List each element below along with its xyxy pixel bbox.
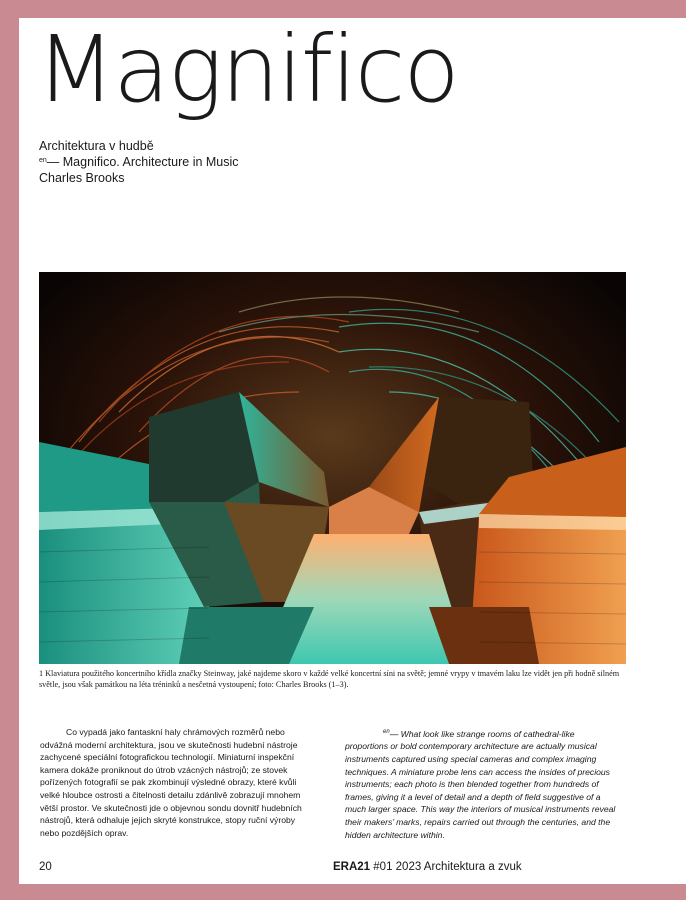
body-text-english [345,726,617,841]
piano-interior-photo [39,272,626,664]
body-text-english-content: — What look like strange rooms of cathedral-like proportions or bold contemporary architecture are actually musical instruments captured using special cameras and complex imaging techniques. A miniature probe lens can access the insides of precious instruments; each photo is then blended together from hundreds of frames, giving it a level of detail and a depth of field suggestive of a much larger space. This way the interiors of musical instruments reveal their makers’ marks, repairs carried out through the centuries, and the hidden architecture within. [345,728,616,840]
figure-caption: 1 Klaviatura použitého koncertního křídla značky Steinway, jaké najdeme skoro v každé velké koncertní síni na světě; jemné vrypy v tmavém laku lze vidět jen při hodně silném světle, jsou však památkou na léta tréninků a nesčetná vystoupení; foto: Charles Brooks (1–3). [39,669,620,689]
body-text-czech: Co vypadá jako fantaskní haly chrámových rozměrů nebo odvážná moderní architektura, jsou ve skutečnosti hudební nástroje zachycené speciální fotografickou technologií. Miniaturní inspekční kamera dokáže proniknout do útrob vzácných nástrojů; ze stovek pořízených fotografií se pak zkombinují výsledné obrazy, které kvůli velké hloubce ostrosti a čitelnosti detailu zdánlivě zobrazují mnohem větší prostor. Ve skutečnosti jde o objevnou sondu dovnitř hudebních nástrojů, která odhaluje jejich skryté konstrukce, stopy ruční výroby nebo pozdějších oprav. [40,727,302,838]
page-title: Magnifico [36,16,458,123]
author-name: Charles Brooks [39,171,125,185]
issue-info: #01 2023 Architektura a zvuk [373,861,522,873]
subtitle-english-text: — Magnifico. Architecture in Music [46,155,239,169]
subtitle-english [39,154,239,170]
subtitle-czech: Architektura v hudbě [39,139,154,153]
page-number: 20 [39,861,52,873]
footer-magazine-info [333,861,522,873]
magazine-name: ERA21 [333,861,371,873]
language-marker-en: en [383,729,390,735]
magazine-page [19,18,686,884]
language-marker-en: en [39,157,47,164]
